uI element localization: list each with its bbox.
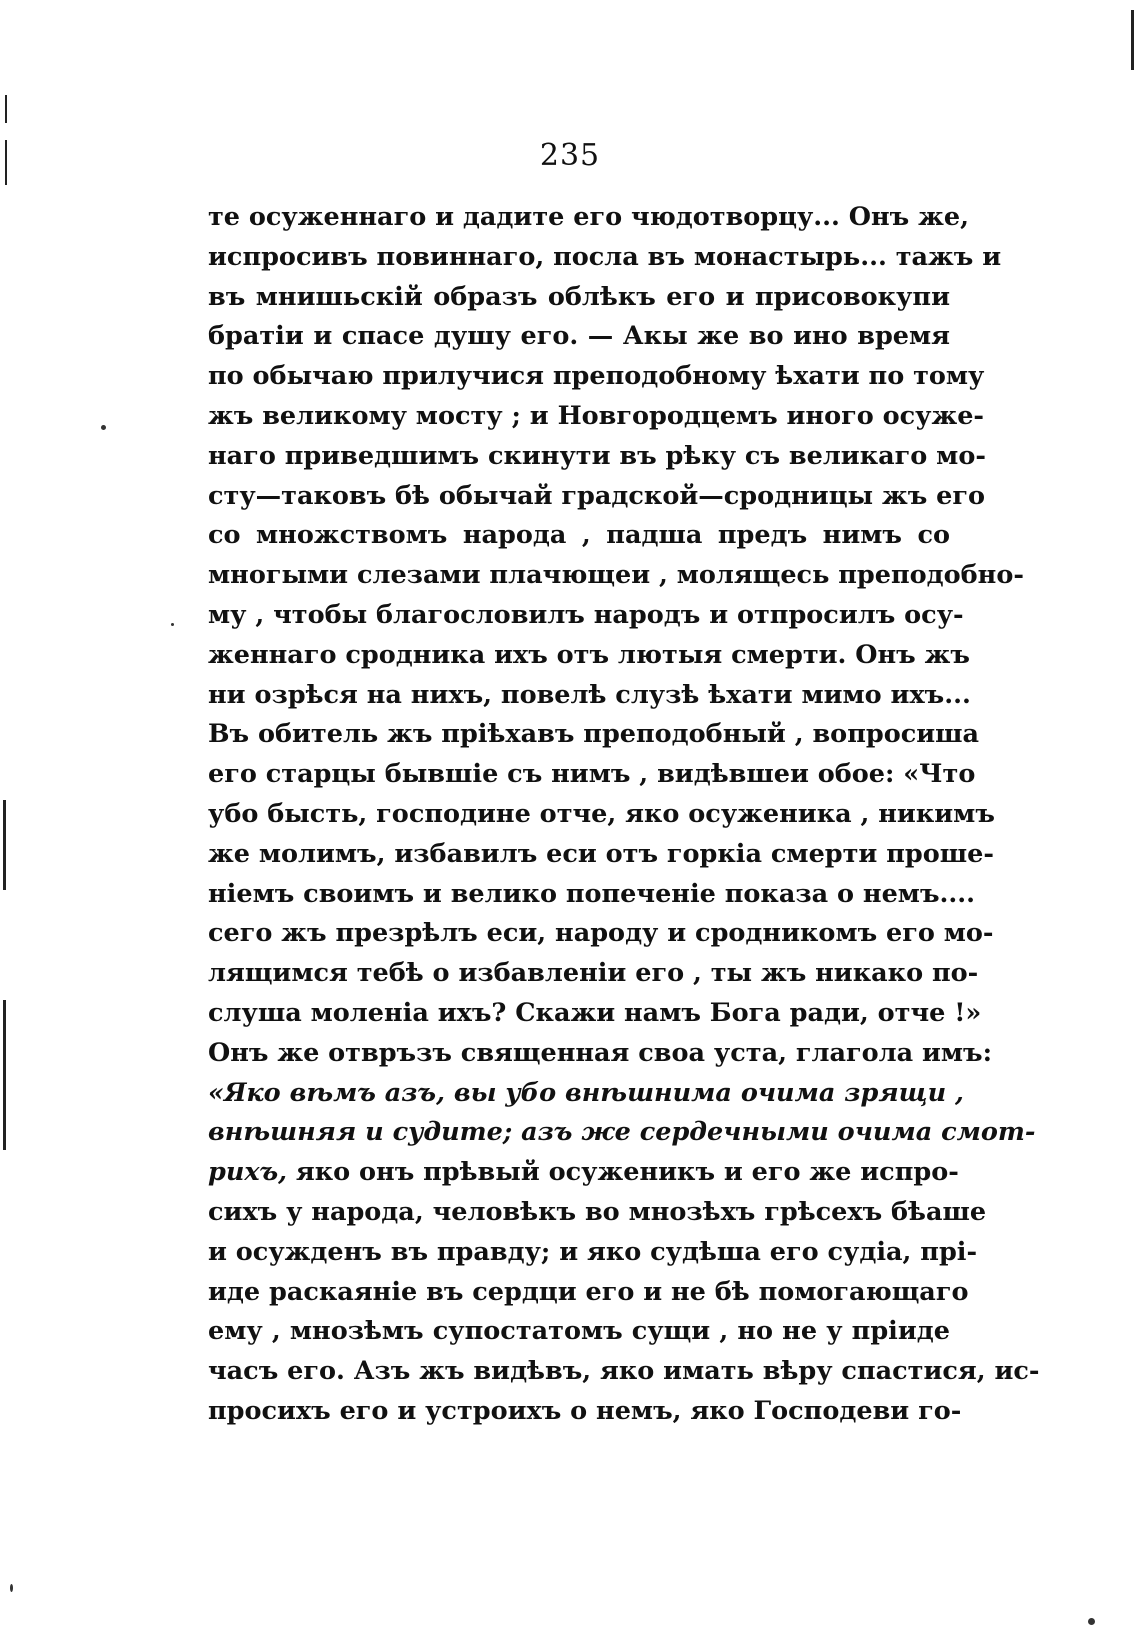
text-segment: испросивъ повиннаго, посла въ монастырь... тажъ и xyxy=(208,241,1002,272)
scan-edge-mark xyxy=(3,800,6,890)
text-line xyxy=(208,516,950,556)
scan-speck xyxy=(171,623,174,626)
text-line xyxy=(208,1352,1040,1392)
text-line xyxy=(208,835,994,875)
text-line xyxy=(208,795,995,835)
text-segment: му , чтобы благословилъ народъ и отпросилъ осу- xyxy=(208,599,964,630)
italic-text: рихъ, xyxy=(208,1157,287,1188)
text-line xyxy=(208,198,969,238)
text-line xyxy=(208,1034,993,1074)
text-segment: яко онъ прѣвый осуженикъ и его же испро- xyxy=(287,1157,959,1188)
text-line xyxy=(208,1113,1036,1153)
text-segment: со множствомъ народа , падша предъ нимъ со xyxy=(208,520,950,551)
text-segment: ніемъ своимъ и велико попеченіе показа о немъ.... xyxy=(208,878,976,909)
text-line xyxy=(208,596,964,636)
text-line xyxy=(208,994,982,1034)
scan-speck xyxy=(10,1584,13,1592)
text-line xyxy=(208,875,976,915)
text-line xyxy=(208,1233,978,1273)
text-line xyxy=(208,357,985,397)
text-line xyxy=(208,238,1002,278)
scan-speck xyxy=(101,425,106,430)
text-segment: въ мнишьскій образъ облѣкъ его и присовокупи xyxy=(208,281,950,312)
text-segment: наго приведшимъ скинути въ рѣку съ великаго мо- xyxy=(208,440,986,471)
text-line xyxy=(208,954,979,994)
italic-text: «Яко вѣмъ азъ, вы убо внѣшнима очима зрящи , xyxy=(208,1077,964,1108)
scan-edge-mark xyxy=(3,1000,6,1150)
text-segment: убо бысть, господине отче, яко осуженика , никимъ xyxy=(208,798,995,829)
text-line xyxy=(208,1312,950,1352)
text-line xyxy=(208,1153,959,1193)
text-line xyxy=(208,437,986,477)
text-line xyxy=(208,755,976,795)
text-segment: сего жъ презрѣлъ еси, народу и сродникомъ его мо- xyxy=(208,918,994,949)
text-line xyxy=(208,676,971,716)
text-segment: слуша моленіа ихъ? Скажи намъ Бога ради, отче !» xyxy=(208,997,982,1028)
text-line xyxy=(208,636,970,676)
text-segment: иде раскаяніе въ сердци его и не бѣ помогающаго xyxy=(208,1276,969,1307)
text-segment: его старцы бывшіе съ нимъ , видѣвшеи обое: «Что xyxy=(208,759,976,790)
text-segment: же молимъ, избавилъ еси отъ горкіа смерти проше- xyxy=(208,838,994,869)
text-segment: и осужденъ въ правду; и яко судѣша его судіа, прі- xyxy=(208,1236,978,1267)
scan-edge-mark xyxy=(5,95,7,123)
text-line xyxy=(208,477,986,517)
text-line xyxy=(208,715,980,755)
text-line xyxy=(208,317,950,357)
text-segment: женнаго сродника ихъ отъ лютыя смерти. Онъ жъ xyxy=(208,639,970,670)
text-segment: сихъ у народа, человѣкъ во мнозѣхъ грѣсехъ бѣаше xyxy=(208,1196,987,1227)
text-segment: часъ его. Азъ жъ видѣвъ, яко имать вѣру спастися, ис- xyxy=(208,1356,1040,1387)
text-segment: братіи и спасе душу его. — Акы же во ино время xyxy=(208,321,950,352)
text-segment: те осуженнаго и дадите его чюдотворцу... Онъ же, xyxy=(208,202,969,232)
scan-edge-mark xyxy=(5,140,7,185)
page-number: 235 xyxy=(539,138,601,173)
text-line xyxy=(208,397,985,437)
text-segment: многыми слезами плачющеи , молящесь преподобно- xyxy=(208,560,1024,591)
text-segment: сту—таковъ бѣ обычай градской—сродницы жъ его xyxy=(208,480,986,511)
text-segment: Онъ же отвръзъ священная своа уста, глагола имъ: xyxy=(208,1037,993,1068)
text-segment: лящимся тебѣ о избавленіи его , ты жъ никако по- xyxy=(208,958,979,989)
body-text xyxy=(208,198,1040,1432)
text-segment: по обычаю прилучися преподобному ѣхати по тому xyxy=(208,361,985,392)
text-line xyxy=(208,1392,962,1432)
text-line xyxy=(208,1273,969,1313)
text-line xyxy=(208,556,1024,596)
text-segment: ни озрѣся на нихъ, повелѣ слузѣ ѣхати мимо ихъ... xyxy=(208,679,971,710)
italic-text: внѣшняя и судите; азъ же сердечными очима смот- xyxy=(208,1117,1036,1148)
scan-edge-mark xyxy=(1131,10,1134,70)
text-line xyxy=(208,914,994,954)
text-segment: жъ великому мосту ; и Новгородцемъ иного осуже- xyxy=(208,400,985,431)
text-segment: Въ обитель жъ пріѣхавъ преподобный , вопросиша xyxy=(208,719,980,750)
text-line xyxy=(208,1193,987,1233)
text-segment: ему , мнозѣмъ супостатомъ сущи , но не у пріиде xyxy=(208,1316,950,1347)
text-line xyxy=(208,278,950,318)
text-line xyxy=(208,1074,964,1114)
text-segment: просихъ его и устроихъ о немъ, яко Господеви го- xyxy=(208,1395,962,1426)
scan-speck xyxy=(1088,1618,1095,1625)
